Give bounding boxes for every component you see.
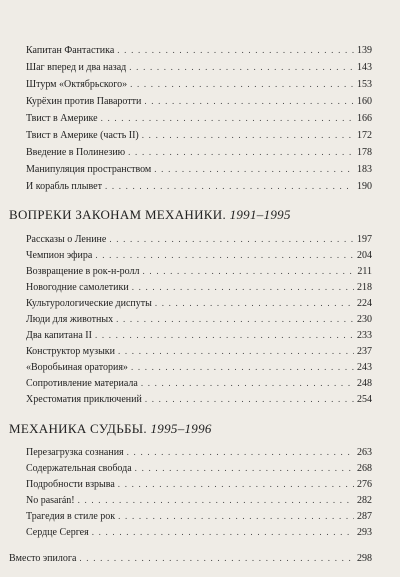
entry-page: 160 [357,96,372,107]
entry-page: 172 [357,130,372,141]
entry-title: Сопротивление материала [26,378,138,389]
entry-title: Конструктор музыки [26,346,115,357]
entry-page: 276 [357,479,372,490]
entry-page: 183 [357,164,372,175]
entry-title: Новогодние самолетики [26,282,129,293]
entry-page: 243 [357,362,372,373]
toc-entry [26,494,372,507]
toc-entry-epilogue [9,552,372,565]
toc-entry [26,44,372,57]
leader-dots [118,345,354,357]
entry-title: Подробности взрыва [26,479,115,490]
entry-page: 197 [357,234,372,245]
entry-title: Капитан Фантастика [26,45,115,56]
toc-entry [26,281,372,294]
toc-entry [26,265,372,278]
entry-page: 237 [357,346,372,357]
part-heading [9,421,212,436]
entry-title: Два капитана II [26,330,92,341]
part-years: 1995–1996 [150,421,212,436]
toc-entry [26,129,372,142]
part-title: МЕХАНИКА СУДЬБЫ. [9,421,147,436]
entry-title: No pasarán! [26,495,75,506]
leader-dots [130,78,354,90]
leader-dots [144,95,354,107]
toc-entry [26,146,372,159]
entry-page: 230 [357,314,372,325]
entry-page: 248 [357,378,372,389]
leader-dots [132,281,354,293]
toc-entry [26,163,372,176]
entry-title: Люди для животных [26,314,114,325]
leader-dots [78,494,354,506]
leader-dots [143,265,355,277]
leader-dots [135,462,354,474]
toc-entry [26,526,372,539]
entry-title: И корабль плывет [26,181,102,192]
entry-page: 293 [357,527,372,538]
toc-entry [26,313,372,326]
leader-dots [155,297,354,309]
entry-title: Чемпион эфира [26,250,93,261]
entry-page: 153 [357,79,372,90]
toc-entry [26,345,372,358]
leader-dots [109,233,354,245]
entry-page: 268 [357,463,372,474]
leader-dots [129,61,354,73]
toc-entry [26,377,372,390]
entry-title: Твист в Америке (часть II) [26,130,139,141]
leader-dots [117,44,354,56]
toc-entry [26,233,372,246]
part-heading [9,207,291,222]
entry-title: Манипуляция пространством [26,164,152,175]
leader-dots [127,446,354,458]
entry-title: Сердце Сергея [26,527,89,538]
leader-dots [131,361,354,373]
entry-page: 282 [357,495,372,506]
entry-page: 190 [357,181,372,192]
entry-page: 224 [357,298,372,309]
toc-entry [26,329,372,342]
leader-dots [141,377,354,389]
part-years: 1991–1995 [229,207,291,222]
entry-page: 233 [357,330,372,341]
leader-dots [95,249,354,261]
leader-dots [101,112,354,124]
entry-title: Рассказы о Ленине [26,234,107,245]
leader-dots [92,526,354,538]
entry-page: 139 [357,45,372,56]
entry-page: 218 [357,282,372,293]
entry-page: 211 [357,266,372,277]
entry-title: Курёхин против Паваротти [26,96,142,107]
leader-dots [154,163,354,175]
entry-title: Вместо эпилога [9,553,77,564]
toc-entry [26,112,372,125]
entry-page: 166 [357,113,372,124]
entry-title: Культурологические диспуты [26,298,152,309]
toc-entry [26,180,372,193]
toc-entry [26,78,372,91]
leader-dots [118,478,354,490]
entry-title: Шаг вперед и два назад [26,62,127,73]
entry-page: 263 [357,447,372,458]
entry-title: Штурм «Октябрьского» [26,79,128,90]
toc-entry [26,297,372,310]
toc-entry [26,249,372,262]
entry-title: Возвращение в рок-н-ролл [26,266,140,277]
toc-entry [26,510,372,523]
entry-title: Введение в Полинезию [26,147,126,158]
leader-dots [142,129,354,141]
toc-entry [26,478,372,491]
part-title: ВОПРЕКИ ЗАКОНАМ МЕХАНИКИ. [9,207,227,222]
entry-title: Твист в Америке [26,113,98,124]
toc-entry [26,361,372,374]
leader-dots [95,329,354,341]
leader-dots [118,510,354,522]
entry-page: 254 [357,394,372,405]
entry-title: «Воробьиная оратория» [26,362,128,373]
entry-title: Содержательная свобода [26,463,132,474]
toc-entry [26,446,372,459]
leader-dots [116,313,354,325]
entry-title: Хрестоматия приключений [26,394,142,405]
leader-dots [128,146,354,158]
toc-entry [26,393,372,406]
leader-dots [145,393,354,405]
toc-entry [26,95,372,108]
entry-page: 143 [357,62,372,73]
entry-title: Перезагрузка сознания [26,447,124,458]
toc-entry [26,61,372,74]
entry-title: Трагедия в стиле рок [26,511,116,522]
toc-entry [26,462,372,475]
entry-page: 178 [357,147,372,158]
leader-dots [105,180,354,192]
entry-page: 204 [357,250,372,261]
leader-dots [79,552,354,564]
entry-page: 298 [357,553,372,564]
entry-page: 287 [357,511,372,522]
